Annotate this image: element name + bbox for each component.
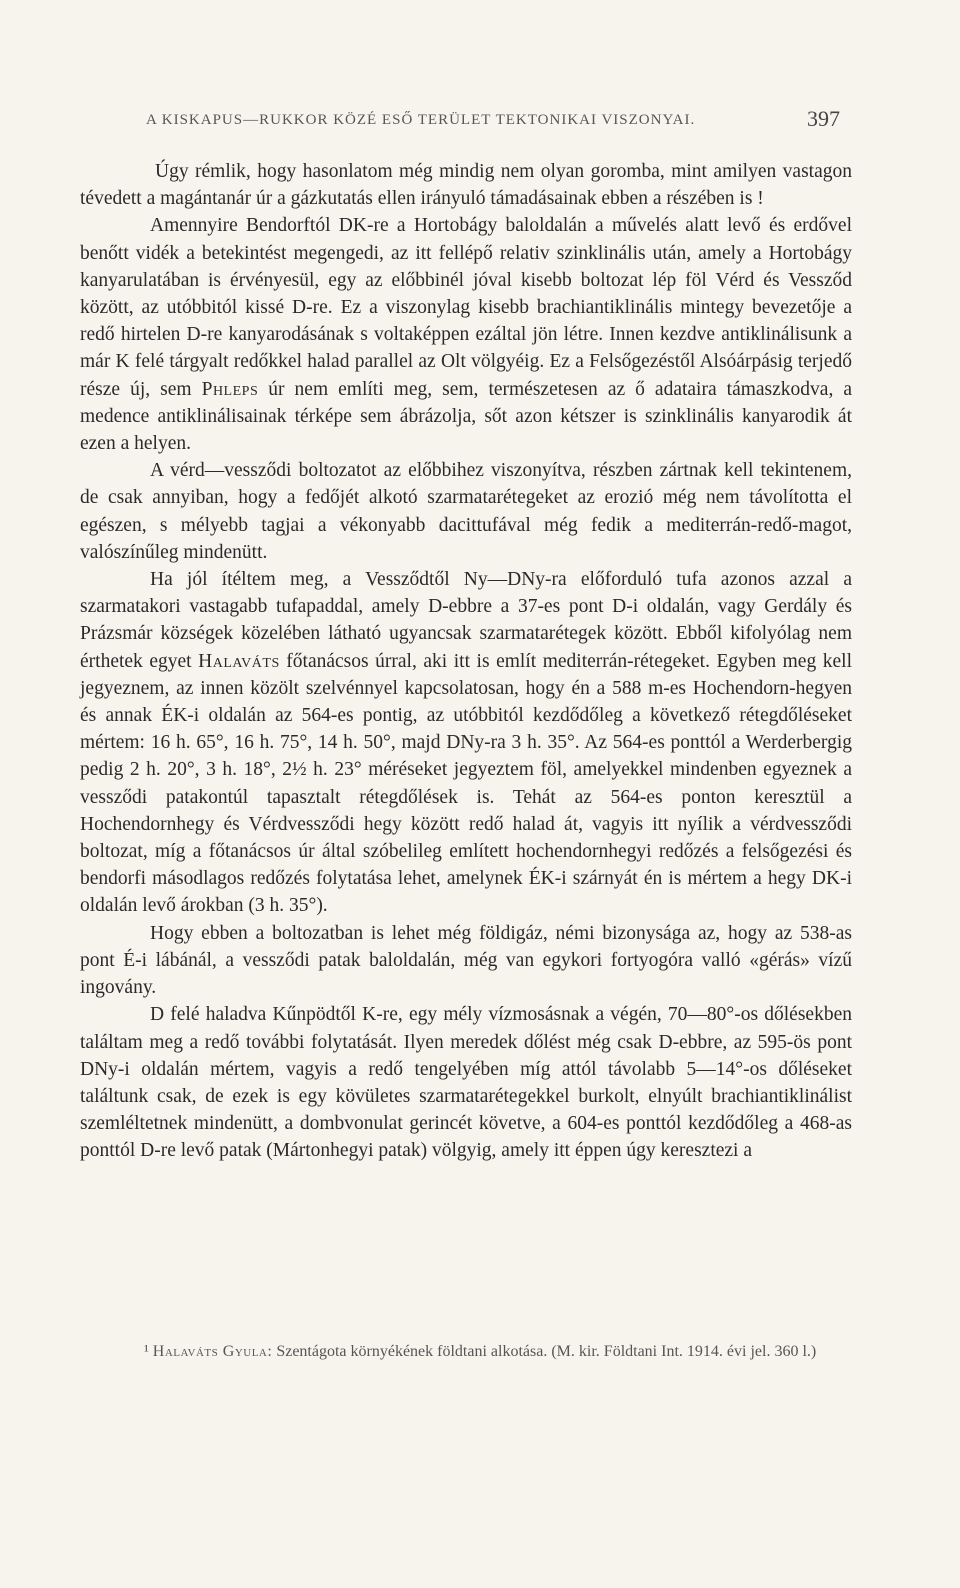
footnote	[80, 1340, 852, 1364]
paragraph-5: Hogy ebben a boltozatban is lehet még földigáz, némi bizonysága az, hogy az 538-as pont É-i lábánál, a vessződi patak baloldalán, még van egykori fortyogóra valló «gérás» vízű ingovány.	[80, 922, 852, 999]
paragraph-1: Úgy rémlik, hogy hasonlatom még mindig nem olyan goromba, mint amilyen vastagon tévedett a magántanár úr a gázkutatás ellen irányuló támadásainak ebben a részében is !	[80, 161, 852, 210]
paragraph-4: Ha jól ítéltem meg, a Vessződtől Ny—DNy-ra előforduló tufa azonos azzal a szarmatakori vastagabb tufapaddal, amely D-ebbre a 37-es pont D-i oldalán, vagy Gerdály és Prázsmár községek közelében látható ugyancsak szarmatarétegek között. Ebből kifolyólag nem érthetek egyet Halaváts főtanácsos úrral, aki itt is említ mediterrán-rétegeket. Egyben meg kell jegyeznem, az innen közölt szelvénnyel kapcsolatosan, hogy én a 588 m-es Hochendorn-hegyen és annak ÉK-i oldalán az 564-es pontig, az utóbbitól kezdődőleg a következő rétegdőléseket mértem: 16 h. 65°, 16 h. 75°, 14 h. 50°, majd DNy-ra 3 h. 35°. Az 564-es ponttól a Werderbergig pedig 2 h. 20°, 3 h. 18°, 2½ h. 23° méréseket jegyeztem föl, amelyekkel mindenben egyeznek a vessződi patakontúl tapasztalt rétegdőlések is. Tehát az 564-es ponton keresztül a Hochendornhegy és Vérdvessződi hegy között redő halad át, vagyis itt nyílik a vérdvessződi boltozat, míg a főtanácsos úr által szóbelileg említett hochendornhegyi redőzés a felsőgezési és bendorfi másodlagos redőzés folytatása lehet, amelynek ÉK-i szárnyát én is mértem a hegy DK-i oldalán levő árokban (3 h. 35°).	[80, 569, 852, 917]
paragraph-2: Amennyire Bendorftól DK-re a Hortobágy baloldalán a művelés alatt levő és erdővel benőtt vidék a betekintést megengedi, az itt fellépő relativ szinklinális után, amely a Hortobágy kanyarulatában is érvényesül, egy az előbbinél jóval kisebb boltozat lép föl Vérd és Vessződ között, az utóbbitól kissé D-re. Ez a viszonylag kisebb brachiantiklinális mintegy bevezetője a redő hirtelen D-re kanyarodásának s voltaképpen ezáltal jön létre. Innen kezdve antiklinálisunk a már K felé tárgyalt redőkkel halad parallel az Olt völgyéig. Ez a Felsőgezéstől Alsóárpásig terjedő része új, sem Phleps úr nem említi meg, sem, természetesen az ő adataira támaszkodva, a medence antiklinálisainak térképe sem ábrázolja, sőt azon kétszer is szinklinális kanyarodik át ezen a helyen.	[80, 215, 853, 455]
footnote-marker: ¹	[144, 1343, 149, 1360]
running-title: A KISKAPUS—RUKKOR KÖZÉ ESŐ TERÜLET TEKTONIKAI VISZONYAI.	[146, 112, 696, 128]
footnote-text: Szentágota környékének földtani alkotása. (M. kir. Földtani Int. 1914. évi jel. 360 l.)	[276, 1343, 817, 1360]
footnote-author: Halaváts Gyula:	[152, 1343, 273, 1360]
body-text	[80, 158, 852, 1165]
running-header	[146, 106, 840, 131]
paragraph-6: D felé haladva Kűnpödtől K-re, egy mély vízmosásnak a végén, 70—80°-os dőlésekben találtam meg a redő további folytatását. Ilyen meredek dőlést még csak D-ebbre, az 595-ös pont DNy-i oldalán mértem, vagyis a redő tengelyében míg attól távolabb 5—14°-os dőléseket találtunk csak, de ezek is egy kövületes szarmatarétegekkel burkolt, elnyúlt brachiantiklinálist szemléltetnek mindenütt, a dombvonulat gerincét követve, a 604-es ponttól kezdődőleg a 468-as ponttól D-re levő patak (Mártonhegyi patak) völgyig, amely itt éppen úgy keresztezi a	[80, 1004, 852, 1162]
author-name-halavats: Halaváts	[198, 650, 280, 672]
author-name-phleps: Phleps	[201, 378, 259, 400]
page-number: 397	[807, 106, 840, 131]
paragraph-3: A vérd—vessződi boltozatot az előbbihez viszonyítva, részben zártnak kell tekintenem, de csak annyiban, hogy a fedőjét alkotó szarmatarétegeket az erozió még nem távolította el egészen, s mélyebb tagjai a vékonyabb dacittufával még fedik a mediterrán-redő-magot, valószínűleg mindenütt.	[80, 460, 852, 563]
